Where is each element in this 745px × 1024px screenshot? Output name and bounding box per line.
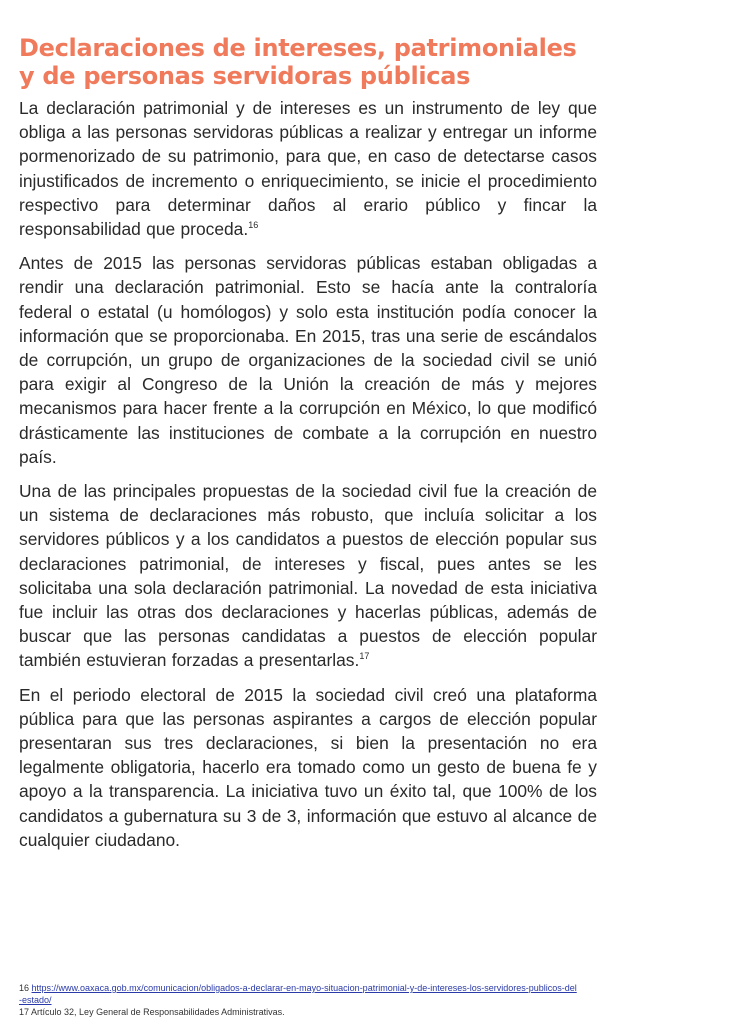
footnote-17-text: Artículo 32, Ley General de Responsabilidades Administrativas.: [31, 1007, 285, 1017]
footnote-16-link[interactable]: https://www.oaxaca.gob.mx/comunicacion/obligados-a-declarar-en-mayo-situacion-patrimonial-y-de-intereses-los-servidores-publicos-del-estado/: [19, 983, 577, 1005]
footnote-16: [19, 982, 579, 1006]
paragraph-1: [19, 96, 597, 241]
footnote-17-number: 17: [19, 1007, 30, 1017]
footnote-16-number: 16: [19, 983, 30, 993]
section-title: Declaraciones de intereses, patrimoniales y de personas servidoras públicas: [19, 34, 577, 90]
footnote-ref-16[interactable]: 16: [248, 220, 259, 231]
paragraph-4: [19, 683, 597, 852]
paragraph-3: [19, 479, 597, 673]
paragraph-1-text: La declaración patrimonial y de intereses es un instrumento de ley que obliga a las personas servidoras públicas a realizar y entregar un informe pormenorizado de su patrimonio, para que, en caso de detectarse casos injustificados de incremento o enriquecimiento, se inicie el procedimiento respectivo para determinar daños al erario público y fincar la responsabilidad que proceda.: [19, 98, 597, 240]
footnotes: [19, 982, 579, 1018]
paragraph-4-text: En el periodo electoral de 2015 la sociedad civil creó una plataforma pública para que las personas aspirantes a cargos de elección popular presentaran sus tres declaraciones, si bien la presentación no era legalmente obligatoria, hacerlo era tomado como un gesto de buena fe y apoyo a la transparencia. La iniciativa tuvo un éxito tal, que 100% de los candidatos a gubernatura su 3 de 3, información que estuvo al alcance de cualquier ciudadano.: [19, 684, 597, 850]
paragraph-2: [19, 251, 597, 469]
paragraph-3-text: Una de las principales propuestas de la sociedad civil fue la creación de un sistema de declaraciones más robusto, que incluía solicitar a los servidores públicos y a los candidatos a puestos de elección popular sus declaraciones patrimonial, de intereses y fiscal, pues antes se les solicitaba una sola declaración patrimonial. La novedad de esta iniciativa fue incluir las otras dos declaraciones y hacerlas públicas, además de buscar que las personas candidatas a puestos de elección popular también estuvieran forzadas a presentarlas.: [19, 481, 597, 671]
footnote-17: [19, 1006, 579, 1018]
footnote-ref-17[interactable]: 17: [359, 651, 370, 662]
paragraph-2-text: Antes de 2015 las personas servidoras públicas estaban obligadas a rendir una declaración patrimonial. Esto se hacía ante la contraloría federal o estatal (u homólogos) y solo esta institución podía conocer la información que se proporcionaba. En 2015, tras una serie de escándalos de corrupción, un grupo de organizaciones de la sociedad civil se unió para exigir al Congreso de la Unión la creación de más y mejores mecanismos para hacer frente a la corrupción en México, lo que modificó drásticamente las instituciones de combate a la corrupción en nuestro país.: [19, 253, 597, 467]
document-page: [19, 34, 597, 862]
